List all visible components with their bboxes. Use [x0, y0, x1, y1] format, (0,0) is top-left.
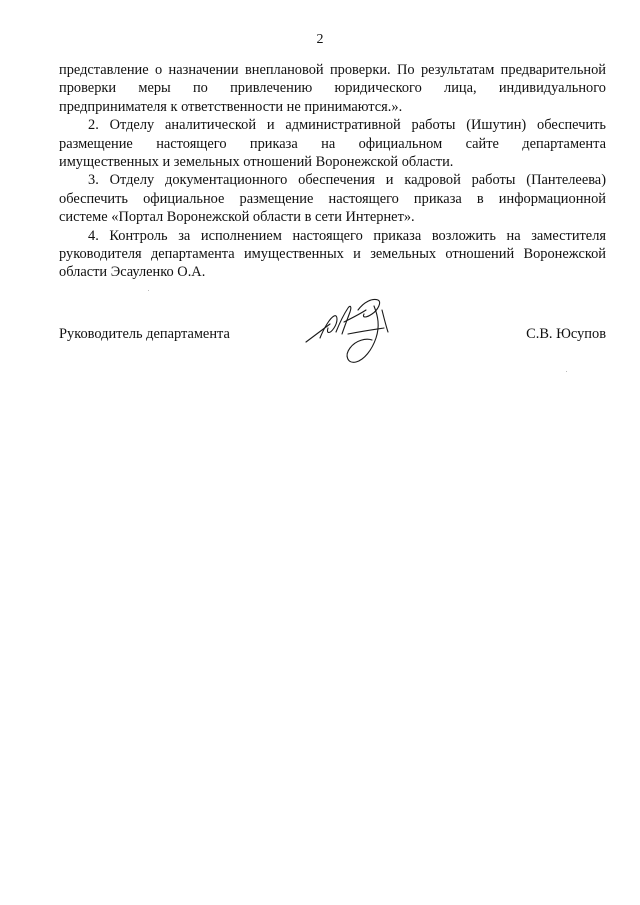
- paragraph-3-line-3: системе «Портал Воронежской области в сети Интернет».: [59, 209, 415, 226]
- signatory-name: С.В. Юсупов: [526, 326, 606, 342]
- document-body: [59, 61, 606, 282]
- paragraph-1-line-1: представление о назначении внеплановой проверки. По результатам предварительной: [59, 62, 606, 78]
- handwritten-signature: [300, 288, 410, 368]
- paragraph-4-line-2: руководителя департамента имущественных и земельных отношений Воронежской: [59, 246, 606, 263]
- paragraph-2-line-3: имущественных и земельных отношений Воронежской области.: [59, 154, 454, 171]
- paragraph-4-line-3: области Эсауленко О.А.: [59, 264, 206, 281]
- paragraph-2-line-2: размещение настоящего приказа на официальном сайте департамента: [59, 135, 606, 152]
- page-number: 2: [316, 32, 324, 47]
- paragraph-4-line-1: 4. Контроль за исполнением настоящего приказа возложить на заместителя: [88, 227, 606, 244]
- signatory-title: Руководитель департамента: [59, 326, 230, 342]
- paragraph-1-line-3: предпринимателя к ответственности не принимаются.».: [59, 98, 403, 115]
- paragraph-1-line-2: проверки меры по привлечению юридического лица, индивидуального: [59, 80, 606, 97]
- paragraph-2-line-1: 2. Отделу аналитической и административной работы (Ишутин) обеспечить: [88, 117, 606, 134]
- paragraph-3-line-2: обеспечить официальное размещение настоящего приказа в информационной: [59, 190, 606, 207]
- paragraph-3-line-1: 3. Отделу документационного обеспечения и кадровой работы (Пантелеева): [88, 172, 606, 189]
